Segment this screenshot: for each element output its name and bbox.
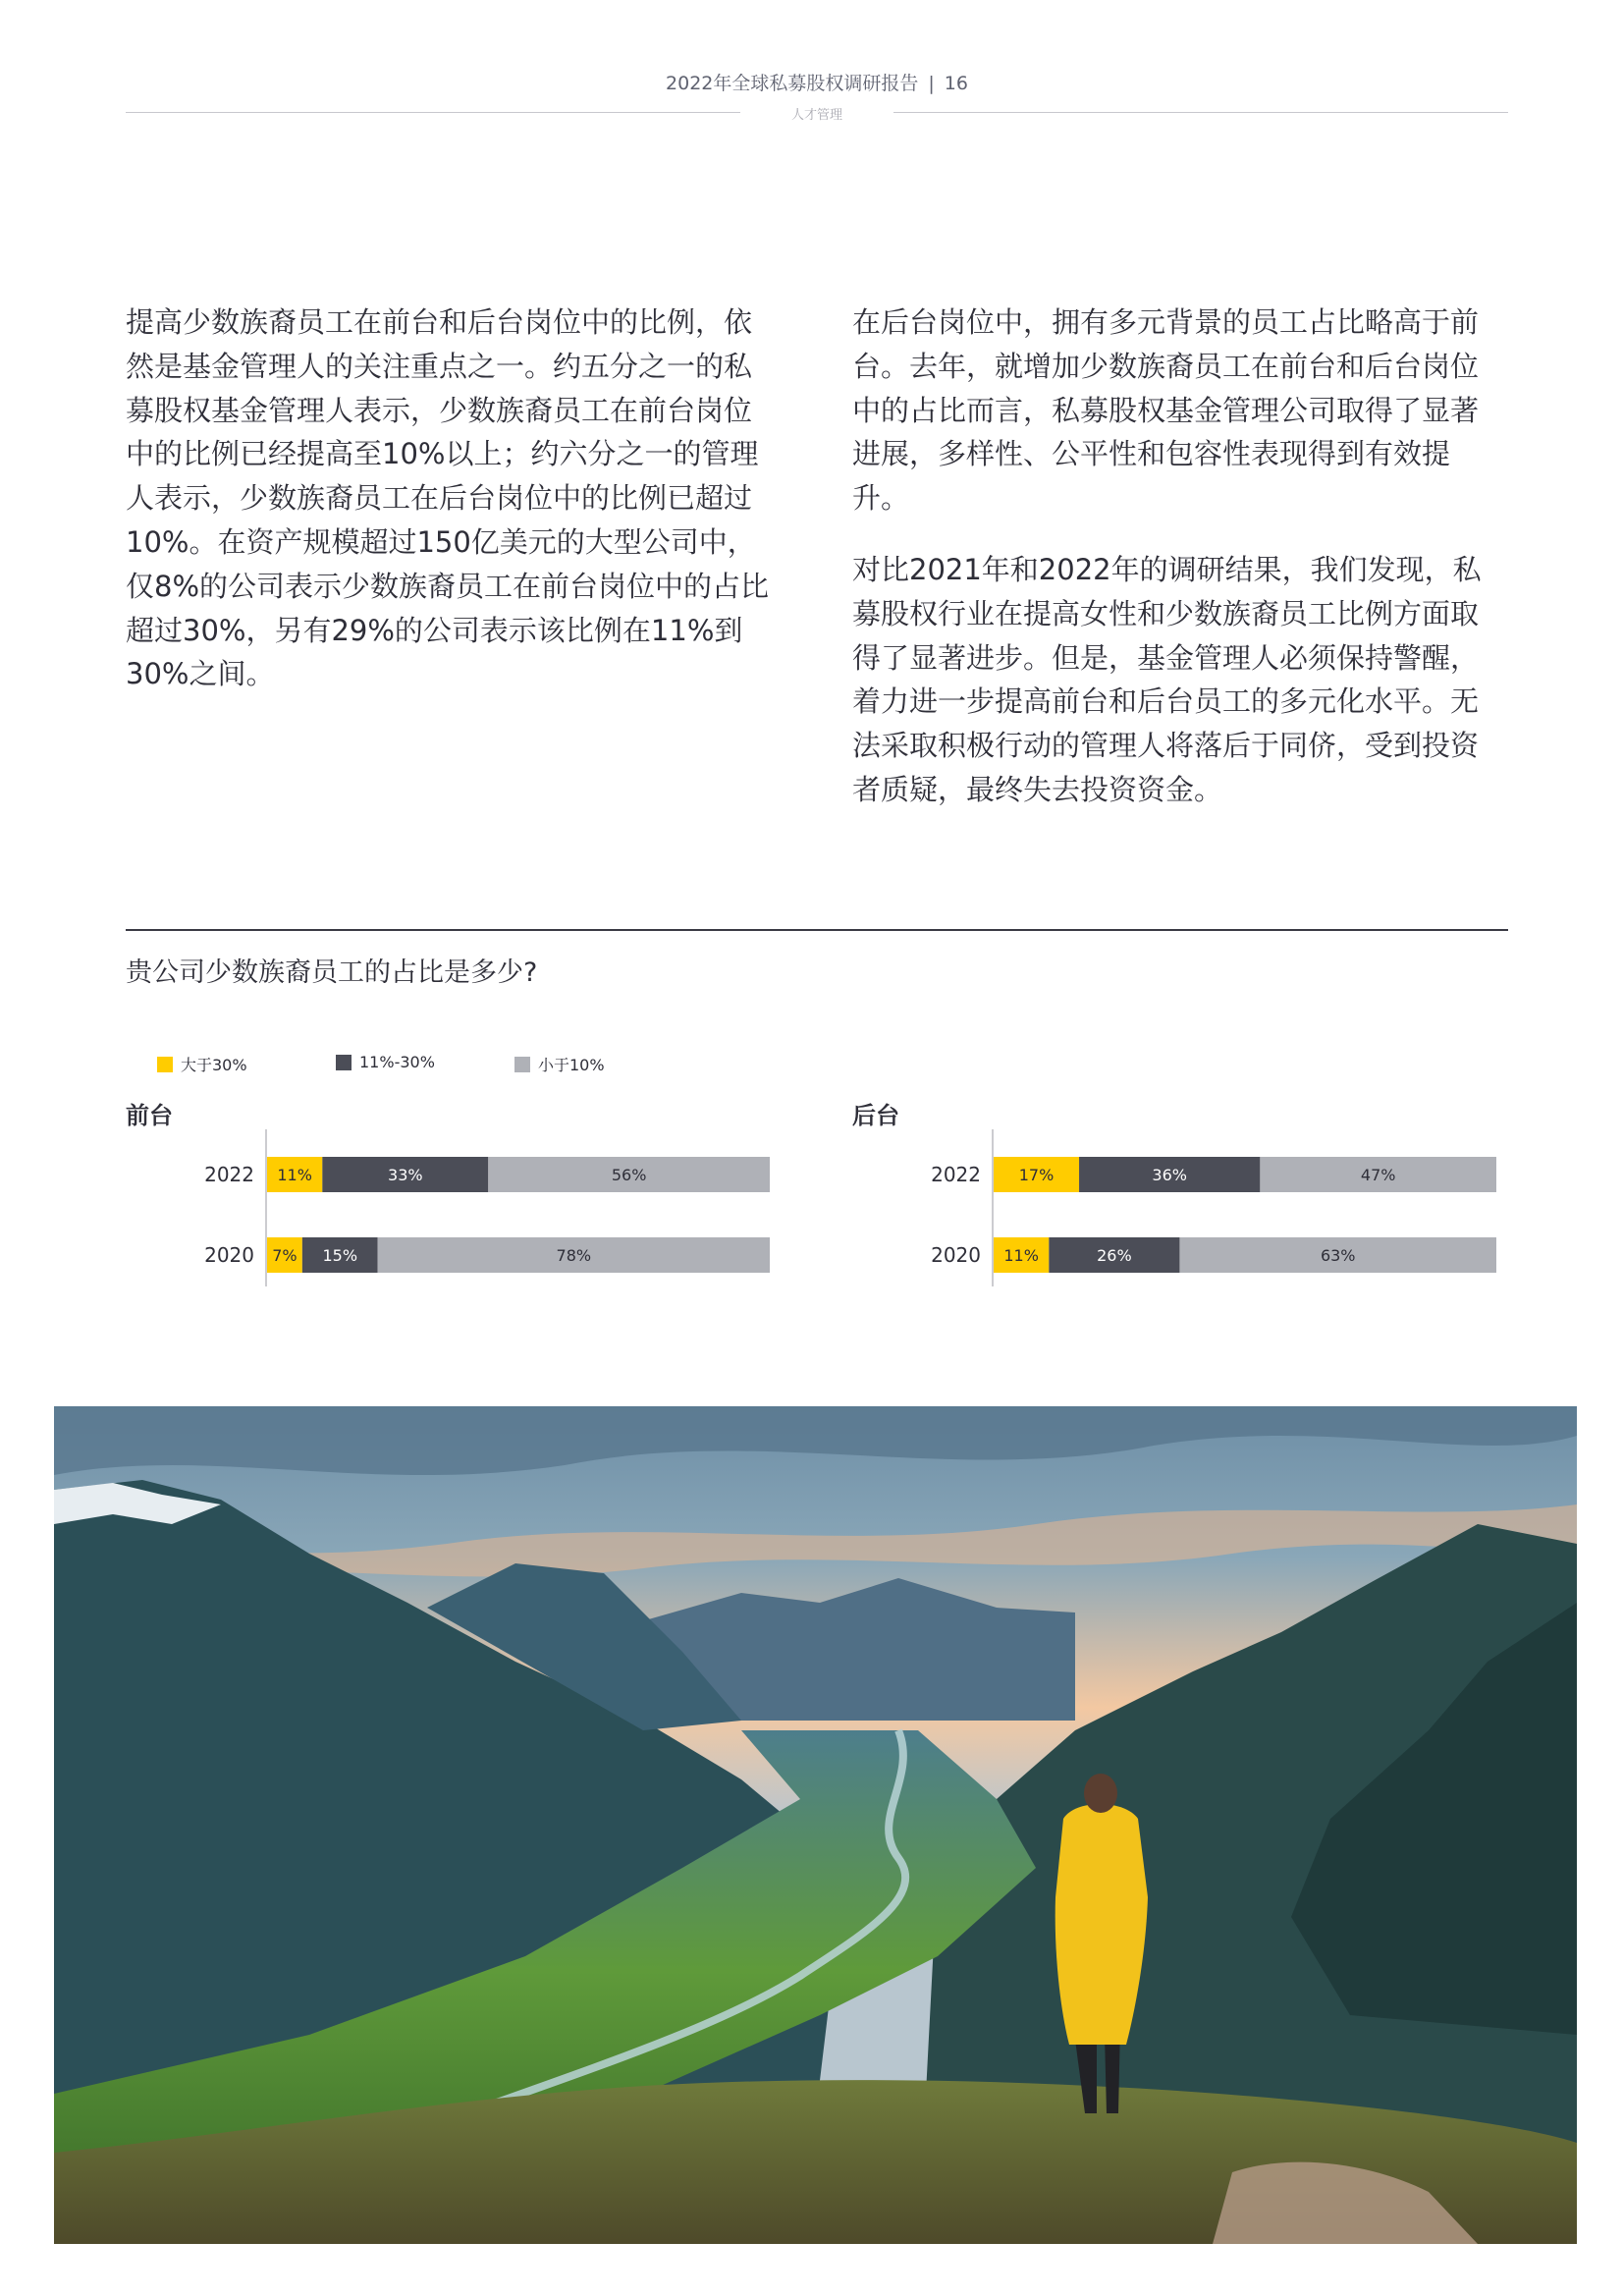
legend-swatch-11-30 [336, 1055, 352, 1070]
front-office-chart [126, 1129, 793, 1292]
body-paragraph-right-2: 对比2021年和2022年的调研结果，我们发现，私募股权行业在提高女性和少数族裔员工比例方面取得了显著进步。但是，基金管理人必须保持警醒，着力进一步提高前台和后台员工的多元化水平。无法采取积极行动的管理人将落后于同侪，受到投资者质疑，最终失去投资资金。 [852, 552, 1482, 806]
front-data-label-2020-series-1: 15% [322, 1246, 358, 1265]
legend-label-11-30: 11%-30% [359, 1053, 435, 1071]
front-data-label-2020-series-2: 78% [556, 1246, 592, 1265]
body-column-right [852, 301, 1504, 812]
header-separator: | [928, 73, 935, 94]
body-paragraph-right-1: 在后台岗位中，拥有多元背景的员工占比略高于前台。去年，就增加少数族裔员工在前台和后台岗位中的占比而言，私募股权基金管理公司取得了显著进展，多样性、公平性和包容性表现得到有效提升。 [852, 305, 1480, 516]
legend-item-under-10 [514, 1053, 605, 1075]
mountain-valley-hiker-photo [54, 1406, 1577, 2244]
header-title-line [126, 69, 1508, 95]
back-data-label-2022-series-1: 36% [1152, 1166, 1187, 1184]
report-title: 2022年全球私募股权调研报告 [666, 73, 919, 94]
legend-swatch-under-10 [514, 1057, 530, 1072]
photo-illustration [54, 1406, 1577, 2244]
back-category-label-2022: 2022 [931, 1163, 981, 1186]
front-data-label-2022-series-0: 11% [277, 1166, 312, 1184]
front-data-label-2020-series-0: 7% [272, 1246, 298, 1265]
page-number: 16 [944, 73, 968, 94]
legend-label-over-30: 大于30% [181, 1056, 247, 1074]
legend-item-11-30 [336, 1053, 435, 1071]
legend-item-over-30 [157, 1053, 247, 1075]
page-header [126, 65, 1508, 124]
front-category-label-2022: 2022 [204, 1163, 254, 1186]
header-rule-right [893, 112, 1508, 113]
back-data-label-2022-series-2: 47% [1360, 1166, 1396, 1184]
back-data-label-2020-series-2: 63% [1320, 1246, 1356, 1265]
legend-label-under-10: 小于10% [538, 1056, 605, 1074]
body-column-left [126, 301, 774, 696]
section-label: 人才管理 [790, 108, 842, 123]
chart-question: 贵公司少数族裔员工的占比是多少? [126, 957, 538, 988]
back-office-title: 后台 [852, 1102, 899, 1129]
front-office-title: 前台 [126, 1102, 173, 1129]
front-data-label-2022-series-1: 33% [388, 1166, 423, 1184]
back-data-label-2022-series-0: 17% [1018, 1166, 1055, 1184]
front-category-label-2020: 2020 [204, 1243, 254, 1267]
front-data-label-2022-series-2: 56% [611, 1166, 647, 1184]
back-data-label-2020-series-1: 26% [1097, 1246, 1132, 1265]
body-paragraph-left: 提高少数族裔员工在前台和后台岗位中的比例，依然是基金管理人的关注重点之一。约五分之一的私募股权基金管理人表示，少数族裔员工在前台岗位中的比例已经提高至10%以上；约六分之一的管理人表示，少数族裔员工在后台岗位中的比例已超过10%。在资产规模超过150亿美元的大型公司中，仅8%的公司表示少数族裔员工在前台岗位中的占比超过30%，另有29%的公司表示该比例在11%到30%之间。 [126, 305, 770, 691]
back-data-label-2020-series-0: 11% [1003, 1246, 1039, 1265]
section-divider [126, 929, 1508, 931]
legend-swatch-over-30 [157, 1057, 173, 1072]
back-office-chart [852, 1129, 1520, 1292]
back-category-label-2020: 2020 [931, 1243, 981, 1267]
